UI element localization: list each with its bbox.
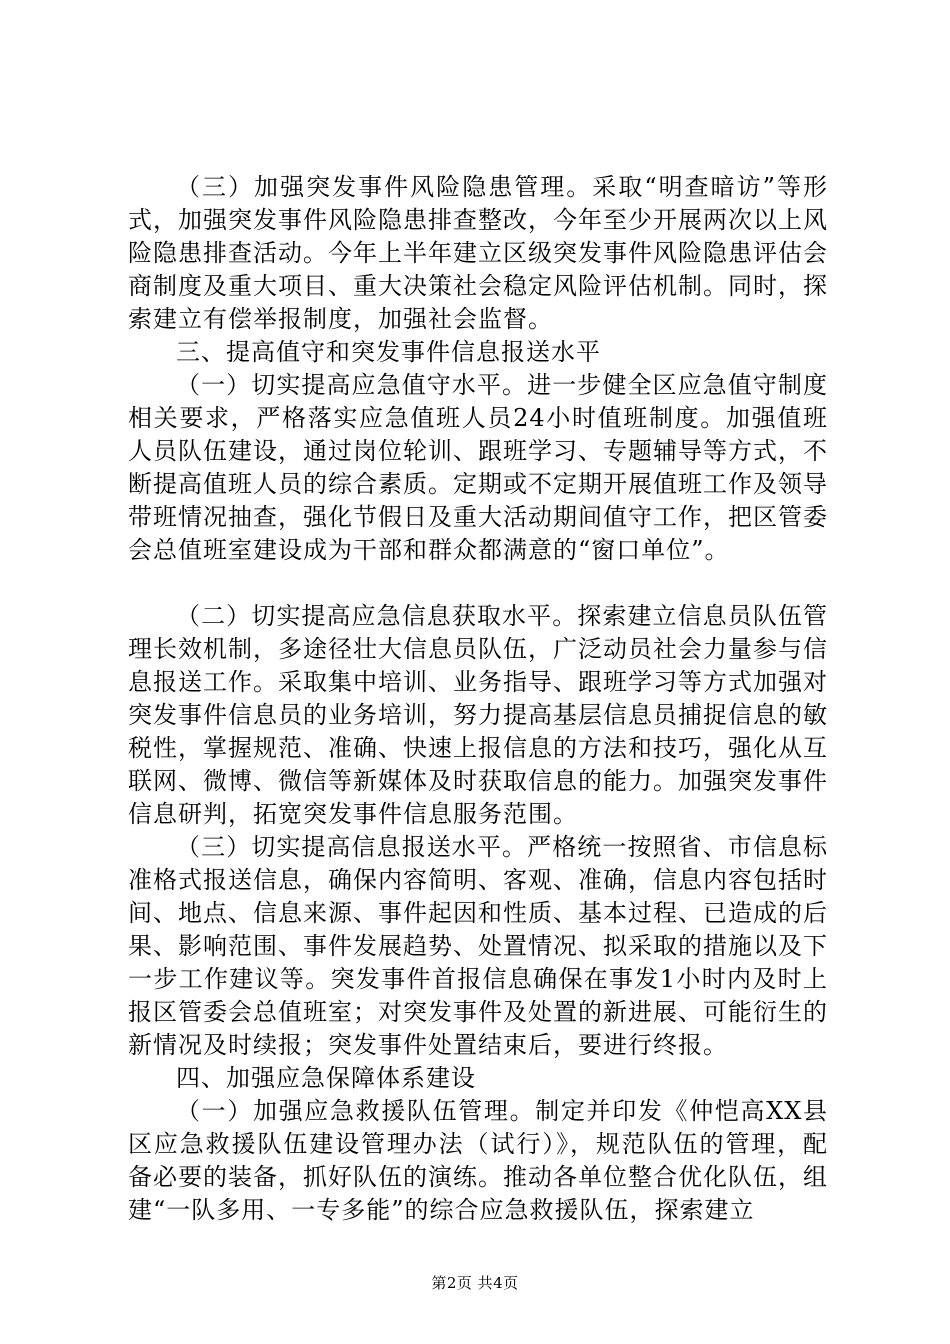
section-heading-3: 三、提高值守和突发事件信息报送水平 (176, 338, 601, 366)
page-number: 第2页 共4页 (431, 1274, 519, 1292)
paragraph-duty-level: （一）切实提高应急值守水平。进一步健全区应急值守制度相关要求，严格落实应急值班人员24小时值班制度。加强值班人员队伍建设，通过岗位轮训、跟班学习、专题辅导等方式，不断提高值班人员的综合素质。定期或不定期开展值班工作及领导带班情况抽查，强化节假日及重大活动期间值守工作，把区管委会总值班室建设成为干部和群众都满意的“窗口单位”。 (128, 371, 828, 564)
paragraph-info-report: （三）切实提高信息报送水平。严格统一按照省、市信息标准格式报送信息，确保内容简明、客观、准确，信息内容包括时间、地点、信息来源、事件起因和性质、基本过程、已造成的后果、影响范围、事件发展趋势、处置情况、拟采取的措施以及下一步工作建议等。突发事件首报信息确保在事发1小时内及时上报区管委会总值班室；对突发事件及处置的新进展、可能衍生的新情况及时续报；突发事件处置结束后，要进行终报。 (128, 833, 828, 1059)
paragraph-rescue-team: （一）加强应急救援队伍管理。制定并印发《仲恺高XX县区应急救援队伍建设管理办法（试行）》，规范队伍的管理，配备必要的装备，抓好队伍的演练。推动各单位整合优化队伍，组建“一队多用、一专多能”的综合应急救援队伍，探索建立 (128, 1097, 828, 1224)
document-body (128, 171, 828, 1227)
page-footer (0, 1272, 950, 1293)
paragraph-risk-hazard: （三）加强突发事件风险隐患管理。采取“明查暗访”等形式，加强突发事件风险隐患排查整改，今年至少开展两次以上风险隐患排查活动。今年上半年建立区级突发事件风险隐患评估会商制度及重大项目、重大决策社会稳定风险评估机制。同时，探索建立有偿举报制度，加强社会监督。 (128, 173, 828, 333)
section-heading-4: 四、加强应急保障体系建设 (176, 1064, 476, 1092)
paragraph-info-acquire: （二）切实提高应急信息获取水平。探索建立信息员队伍管理长效机制，多途径壮大信息员队伍，广泛动员社会力量参与信息报送工作。采取集中培训、业务指导、跟班学习等方式加强对突发事件信息员的业务培训，努力提高基层信息员捕捉信息的敏税性，掌握规范、准确、快速上报信息的方法和技巧，强化从互联网、微博、微信等新媒体及时获取信息的能力。加强突发事件信息研判，拓宽突发事件信息服务范围。 (128, 602, 828, 828)
